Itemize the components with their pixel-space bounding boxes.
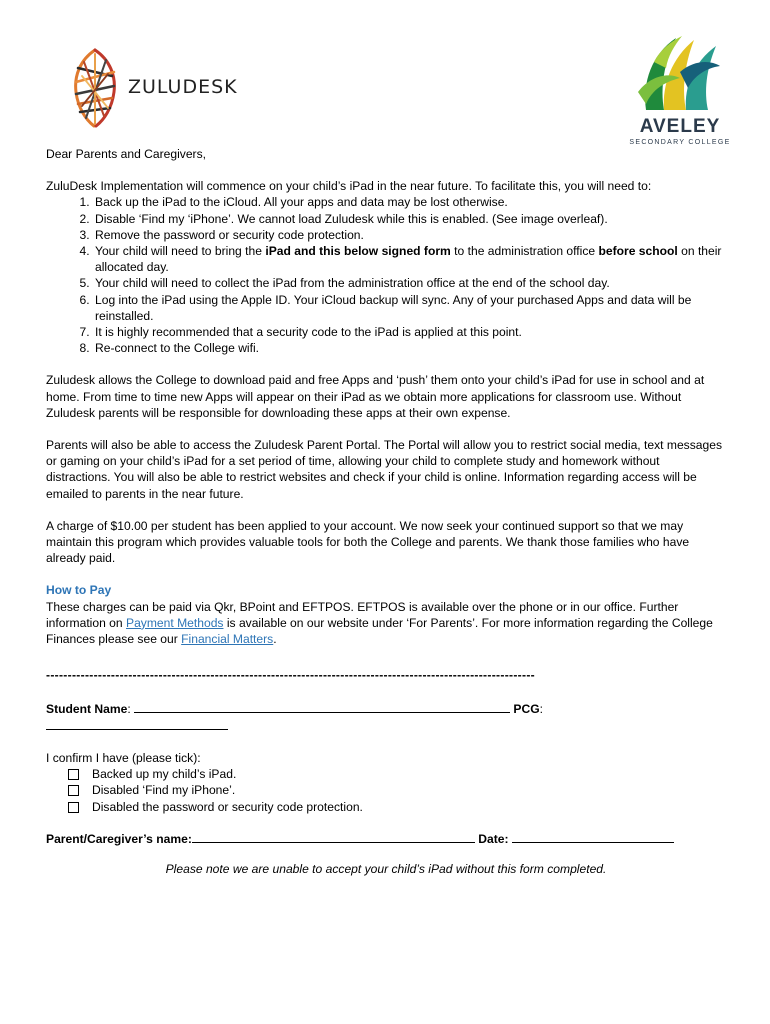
date-field[interactable]: [512, 831, 674, 843]
step-item: 8. Re-connect to the College wifi.: [93, 340, 726, 356]
check-label: Disabled the password or security code protection.: [92, 799, 363, 814]
step-item: 1. Back up the iPad to the iCloud. All your apps and data may be lost otherwise.: [93, 194, 726, 210]
zuludesk-emblem-icon: [70, 46, 120, 130]
aveley-logo: [624, 32, 736, 150]
zuludesk-wordmark: ZULUDESK: [128, 76, 238, 98]
student-row: [46, 701, 726, 733]
check-item: [68, 782, 726, 798]
parent-name-field[interactable]: [192, 831, 475, 843]
confirm-text: I confirm I have (please tick):: [46, 750, 201, 765]
step-item: 2. Disable ‘Find my ‘iPhone’. We cannot load Zuludesk while this is enabled. (See image overleaf).: [93, 211, 726, 227]
date-label: Date:: [478, 831, 509, 846]
zuludesk-logo: [70, 46, 240, 132]
form-note: Please note we are unable to accept your child’s iPad without this form completed.: [165, 861, 607, 876]
check-label: Disabled ‘Find my iPhone’.: [92, 783, 236, 798]
payment-methods-link[interactable]: Payment Methods: [126, 615, 224, 630]
step-item: 7. It is highly recommended that a security code to the iPad is applied at this point.: [93, 324, 726, 340]
checkbox[interactable]: [68, 802, 79, 813]
step-4-text-a: Your child will need to bring the: [95, 244, 266, 259]
charge-paragraph: A charge of $10.00 per student has been applied to your account. We now seek your continued support so that we may maintain this program which provides valuable tools for both the College and parents. We thank those families who have already paid.: [46, 518, 690, 566]
check-item: [68, 799, 726, 815]
letter-body: [46, 146, 726, 877]
apps-paragraph: Zuludesk allows the College to download paid and free Apps and ‘push’ them onto your child’s iPad for use in school and at home. From time to time new Apps will appear on their iPad as we obtain more applications for classroom use. Without Zuludesk parents will be responsible for downloading these apps at their own expense.: [46, 373, 705, 420]
step-4-bold-form: iPad and this below signed form: [265, 244, 451, 259]
pay-text-3: .: [273, 632, 277, 647]
cut-line-separator: -----------------------------------------------------------------------------------------------------------------: [46, 668, 535, 683]
check-item: [68, 766, 726, 782]
student-colon: :: [127, 702, 135, 717]
aveley-emblem-icon: [624, 32, 736, 114]
pcg-colon: :: [539, 702, 544, 717]
pay-text-2: is available on our website under ‘For Parents’. For more information regarding the College Finances please see our: [46, 615, 713, 647]
checkbox[interactable]: [68, 785, 79, 796]
check-label: Backed up my child’s iPad.: [92, 767, 237, 782]
step-item: 6. Log into the iPad using the Apple ID. Your iCloud backup will sync. Any of your purchased Apps and data will be reinstalled.: [93, 292, 726, 324]
aveley-subtitle: SECONDARY COLLEGE: [629, 139, 731, 146]
salutation: Dear Parents and Caregivers,: [46, 147, 206, 161]
how-to-pay-heading: How to Pay: [46, 583, 112, 598]
intro-text: ZuluDesk Implementation will commence on your child’s iPad in the near future. To facilitate this, you will need to:: [46, 179, 652, 194]
step-4-bold-time: before school: [598, 244, 678, 259]
financial-matters-link[interactable]: Financial Matters: [181, 632, 274, 647]
pcg-label: PCG: [513, 702, 540, 717]
steps-list: [46, 194, 726, 356]
step-item: 5. Your child will need to collect the iPad from the administration office at the end of the school day.: [93, 275, 726, 291]
portal-paragraph: Parents will also be able to access the Zuludesk Parent Portal. The Portal will allow you to restrict social media, text messages or gaming on your child’s iPad for a set period of time, allowing your child to complete study and homework without distractions. You will also be able to restrict websites and check if your child is online. Information regarding access will be emailed to parents in the near future.: [46, 438, 722, 501]
pay-text-1: These charges can be paid via Qkr, BPoint and EFTPOS. EFTPOS is available over the phone or in our office. Further information on: [46, 599, 679, 630]
pcg-field[interactable]: [46, 718, 228, 730]
parent-name-label: Parent/Caregiver’s name: [46, 831, 188, 846]
step-item: [93, 243, 726, 275]
step-4-text-b: to the administration office: [450, 244, 599, 259]
how-to-pay-text: [46, 599, 726, 648]
checkbox[interactable]: [68, 769, 79, 780]
step-item: 3. Remove the password or security code protection.: [93, 227, 726, 243]
step-4-text-c: on their allocated day.: [95, 244, 722, 275]
student-name-field[interactable]: [134, 701, 510, 713]
student-name-label: Student Name: [46, 702, 128, 717]
aveley-name: AVELEY: [639, 116, 721, 137]
parent-row: Parent/Caregiver’s name: Date:: [46, 831, 726, 847]
confirm-checklist: [46, 766, 726, 815]
